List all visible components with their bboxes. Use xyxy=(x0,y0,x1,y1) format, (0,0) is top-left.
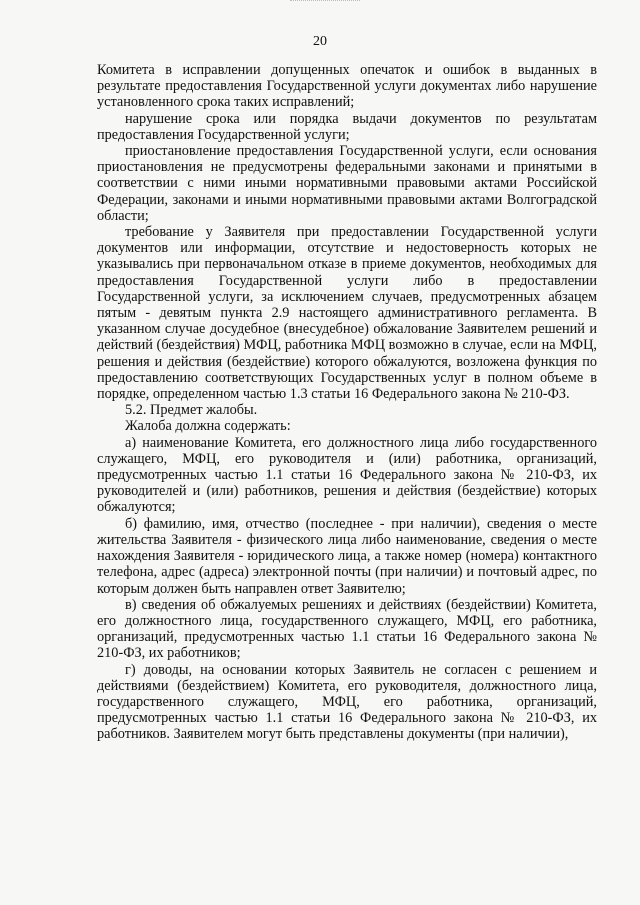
section-heading-complaint-subject: 5.2. Предмет жалобы. xyxy=(125,402,258,419)
paragraph-suspension: приостановление предоставления Государственной услуги, если основания приостановления не предусмотрены федеральными законами и принятыми в соответствии с ними иными нормативными правовыми актами Российской Федерации, законами и иными нормативными правовыми актами Волгоградской области; xyxy=(97,143,597,224)
list-item-a: а) наименование Комитета, его должностного лица либо государственного служащего, МФЦ, его руководителя и (или) работника, организаций, предусмотренных частью 1.1 статьи 16 Федерального закона № 210-ФЗ, их руководителей и (или) работников, решения и действия (бездействие) которых обжалуются; xyxy=(97,434,597,516)
paragraph-document-requirement: требование у Заявителя при предоставлении Государственной услуги документов или информации, отсутствие и недостоверность которых не указывались при первоначальном отказе в приеме документов, необходимых для предоставления Государственной услуги либо в предоставлении Государственной услуги, за исключением случаев, предусмотренных абзацем пятым - девятым пункта 2.9 настоящего административного регламента. В указанном случае досудебное (внесудебное) обжалование Заявителем решений и действий (бездействия) МФЦ, работника МФЦ возможно в случае, если на МФЦ, решения и действия (бездействие) которого обжалуются, возложена функция по предоставлению соответствующих Государственных услуг в полном объеме в порядке, определенном частью 1.3 статьи 16 Федерального закона № 210-ФЗ. xyxy=(97,224,597,403)
scan-artifact xyxy=(290,0,360,4)
paragraph-violation-deadline: нарушение срока или порядка выдачи документов по результатам предоставления Государственной услуги; xyxy=(97,110,597,143)
list-item-b: б) фамилию, имя, отчество (последнее - при наличии), сведения о месте жительства Заявителя - физического лица либо наименование, сведения о месте нахождения Заявителя - юридического лица, а также номер (номера) контактного телефона, адрес (адреса) электронной почты (при наличии) и почтовый адрес, по которым должен быть направлен ответ Заявителю; xyxy=(97,515,597,597)
list-item-g: г) доводы, на основании которых Заявитель не согласен с решением и действиями (бездействием) Комитета, его руководителя, должностного лица, государственного служащего, МФЦ, его работника, организаций, предусмотренных частью 1.1 статьи 16 Федерального закона № 210-ФЗ, их работников. Заявителем могут быть представлены документы (при наличии), xyxy=(97,661,597,743)
page-number: 20 xyxy=(313,34,327,49)
document-body xyxy=(97,62,597,743)
paragraph-continuation: Комитета в исправлении допущенных опечаток и ошибок в выданных в результате предоставления Государственной услуги документах либо нарушение установленного срока таких исправлений; xyxy=(97,62,597,111)
paragraph-complaint-contents: Жалоба должна содержать: xyxy=(125,418,291,435)
list-item-v: в) сведения об обжалуемых решениях и действиях (бездействии) Комитета, его должностного лица, государственного служащего, МФЦ, его работника, организаций, предусмотренных частью 1.1 статьи 16 Федерального закона № 210-ФЗ, их работников; xyxy=(97,596,597,662)
